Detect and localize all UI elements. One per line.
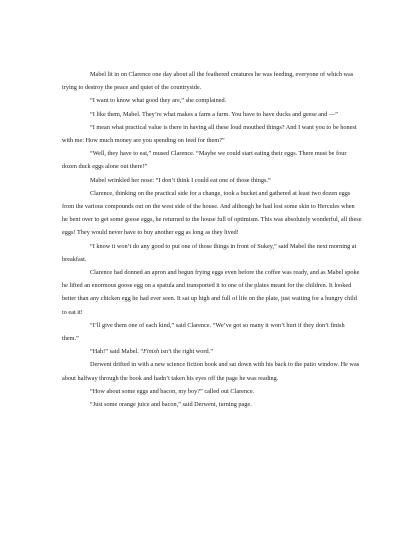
paragraph: “I like them, Mabel. They’re what makes a farm a farm. You have to have ducks and geese and —”	[90, 110, 338, 118]
hah-before: “Hah!” said Mabel. “	[90, 348, 144, 356]
paragraph: “I mean what practical value is there in having all these loud mouthed things? And I want you to be honest with me: How much money are you spending on feed for them?”	[62, 123, 357, 145]
paragraph: Derwent drifted in with a new science fiction book and sat down with his back to the patio window. He was about halfway through the book and hadn’t taken his eyes off the page he was reading.	[62, 361, 360, 382]
paragraph: “Just some orange juice and bacon,” said Derwent, turning page.	[90, 401, 252, 409]
hah-emphasis: Finish	[143, 348, 160, 356]
paragraph: “I know it won’t do any good to put one of those things in front of Sukey,” said Mabel the next morning at breakfast.	[62, 242, 357, 263]
paragraph: Clarence had donned an apron and begun frying eggs even before the coffee was ready, and as Mabel spoke he lifted an enormous goose egg on a spatula and transported it to one of the plates meant for the children. It looked better than any chicken egg he had ever seen. It sat up high and full of life on the plate, just waiting for a hungry child to eat it!	[62, 269, 360, 316]
document-page	[62, 68, 362, 411]
paragraph: Mabel lit in on Clarence one day about all the feathered creatures he was feeding, everyone of which was trying to destroy the peace and quiet of the countryside.	[62, 71, 354, 92]
paragraph-hah	[62, 345, 362, 358]
paragraph: “How about some eggs and bacon, my boy?” called out Clarence.	[90, 387, 255, 395]
paragraph: “I’ll give them one of each kind,” said Clarence. “We’ve got so many it won’t hurt if they don’t finish them.”	[62, 321, 345, 343]
paragraph: Mabel wrinkled her nose: “I don’t think I could eat one of those things.”	[90, 176, 271, 184]
paragraph: “I want to know what good they are,” she complained.	[90, 97, 227, 105]
hah-after: isn’t the right word.”	[159, 348, 213, 356]
paragraph: “Well, they have to eat,” mused Clarence. “Maybe we could start eating their eggs. There must be four dozen duck eggs alone out there!”	[62, 150, 347, 171]
paragraph: Clarence, thinking on the practical side for a change, took a bucket and gathered at least two dozen eggs from the various compounds out on the west side of the house. And although he had lost some skin to Hercules when he bent over to get some goose eggs, he returned to the house full of optimism. This was absolutely wonderful, all these eggs! They would never have to buy another egg as long as they lived!	[62, 189, 362, 237]
